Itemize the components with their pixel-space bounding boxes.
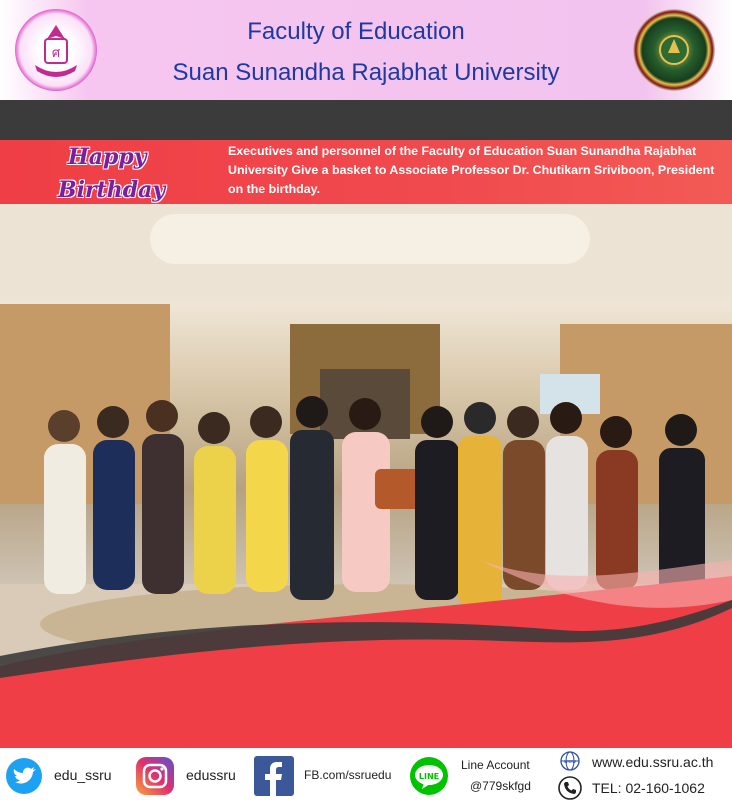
phone-icon — [558, 776, 582, 800]
banner-description: Executives and personnel of the Faculty of Education Suan Sunandha Rajabhat University Give a basket to Associate Professor Dr. Chutikarn Sriviboon, President on the birthday. — [228, 144, 715, 196]
website-link[interactable]: www.edu.ssru.ac.th — [592, 754, 714, 770]
header-title-line1: Faculty of Education — [247, 18, 465, 45]
happy-text: Happy — [68, 144, 147, 170]
twitter-handle[interactable]: edu_ssru — [54, 767, 112, 783]
line-icon-text: LINE — [418, 772, 440, 781]
dark-divider-band — [0, 100, 732, 140]
footer-contact-bar — [0, 748, 732, 804]
twitter-icon[interactable] — [6, 758, 42, 794]
line-account-id[interactable]: @779skfgd — [470, 779, 531, 793]
header-bar — [0, 0, 732, 100]
facebook-icon[interactable] — [254, 756, 294, 796]
globe-icon — [558, 751, 582, 771]
birthday-text: Birthday — [58, 177, 166, 203]
instagram-icon[interactable] — [135, 757, 175, 795]
header-title-line2: Suan Sunandha Rajabhat University — [172, 59, 560, 86]
line-account-label: Line Account — [461, 758, 530, 772]
globe-icon-text: www — [563, 759, 577, 765]
decorative-wave — [0, 560, 732, 748]
facebook-link[interactable]: FB.com/ssruedu — [304, 768, 392, 782]
phone-number[interactable]: TEL: 02-160-1062 — [592, 780, 705, 796]
svg-text:ศ: ศ — [51, 46, 61, 61]
line-icon[interactable] — [408, 757, 452, 795]
instagram-handle[interactable]: edussru — [186, 767, 236, 783]
faculty-seal-logo — [633, 9, 715, 91]
